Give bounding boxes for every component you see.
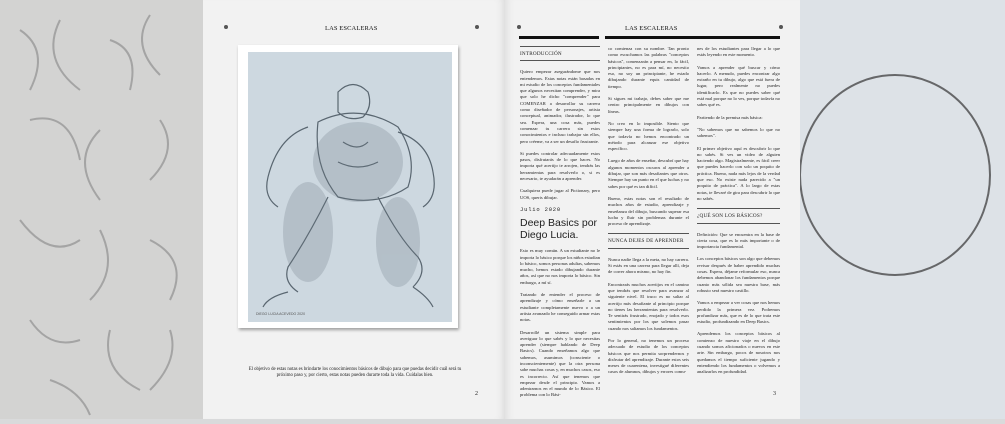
illustration-frame (238, 45, 458, 328)
left-background-texture (0, 0, 205, 419)
bullet-mark (475, 25, 479, 29)
paragraph: Luego de años de enseñar, descubrí que hay algunos momentos oscuros al aprender a dibujar, que son más desafiantes que otros. Siempre hay un punto en el que luchas y no sabes por qué es tan difícil. (608, 158, 689, 189)
paragraph: Por lo general, no tenemos un proceso adecuado de estudio de los conceptos básicos que nos permita sorprendernos y disfrutar del aprendizaje. Durante estos seis meses de cuarentena, investigué diferentes casos de alumnos, dibujos y errores comu- (608, 337, 689, 375)
brush-strokes-decoration (0, 0, 205, 419)
paragraph: Vamos a aprender qué buscar y cómo hacerlo. A menudo, puedes encontrar algo extraño en tu dibujo, algo que está fuera de lugar, pero realmente no puedes identificarlo. Es que no puedes saber qué está mal porque no lo ves, porque todavía no sabes qué es. (697, 64, 780, 108)
section-heading: ¿QUÉ SON LOS BÁSICOS? (697, 208, 780, 223)
paragraph: Desarrollé un sistema simple para averiguar lo que sabés y lo que necesitas aprender (siempre hablando de Deep Basics). Cuando enseñamos algo que sabemos, asumimos (consciente o inconscientemente) que la otra persona sabe muchas cosas y, en muchos casos, eso es incorrecto. Así que tenemos que empezar desde el principio. Vamos a adentrarnos en el mundo de lo Básico. El problema con lo Bási- (520, 329, 600, 398)
right-background-texture (800, 0, 1005, 419)
paragraph: co comienza con su nombre. Tan pronto como escuchamos las palabras "conceptos básicos", comenzarán a pensar en, lo fácil, principiantes, no es para mí, no necesito eso, no soy un principiante, he estado dibujando durante equis cantidad de tiempo. (608, 46, 689, 89)
paragraph: Nunca nadie llega a la meta, no hay carrera. Si estás en una carrera para llegar allí, deja de correr ahora mismo, no hay fin. (608, 256, 689, 275)
paragraph: Si sigues mi trabajo, debes saber que me centro principalmente en dibujos con líneas. (608, 96, 689, 114)
image-caption: El objetivo de estas notas es brindarte los conocimientos básicos de dibujo para que puedas decidir cuál será tu próximo paso y, por cierto, estas notas pueden durarte toda la vida. Cuídalas bien. (248, 367, 462, 378)
circle-sketch-decoration (800, 0, 1005, 419)
bullet-mark (224, 25, 228, 29)
paragraph: Partiendo de la premisa más básica: (697, 114, 763, 120)
column-1 (520, 42, 600, 405)
paragraph: Tratando de entender el proceso de aprendizaje y cómo enseñarle a un estudiante completamente nuevo o a un artista avanzado he conseguido armar estas notas. (520, 292, 600, 323)
bullet-mark (517, 25, 521, 29)
paragraph: Si puedes controlar adecuadamente estos pasos, disfrutarás de lo que haces. No importa qué acertijo te arrojen, tendrás las herramientas para resolverlo o, si es necesario, te ayudarán a aprender. (520, 150, 600, 182)
rule (519, 36, 599, 39)
paragraph: "No sabemos que no sabemos lo que no sabemos". (697, 126, 780, 139)
paragraph: Bueno, estas notas son el resultado de muchos años de estudio, aprendizaje y enseñanza del dibujo, buscando superar esa lucha y fluir sin problemas durante el proceso de aprendizaje. (608, 195, 689, 227)
paragraph: nes de los estudiantes para llegar a lo que estás leyendo en este momento. (697, 46, 780, 58)
paragraph: Vamos a empezar a ver cosas que nos hemos perdido la primera vez. Podremos profundizar más, que es de lo que trata este estudio, profundizando en Deep Basics. (697, 300, 780, 325)
paragraph: Cualquiera puede jugar al Pictionary, pero UOS, queris dibujar. (520, 188, 600, 200)
bullet-mark (779, 25, 783, 29)
date: Julio 2020 (520, 205, 562, 213)
column-3 (697, 46, 780, 381)
sketch-illustration (248, 52, 452, 322)
article-title: Deep Basics por Diego Lucia. (520, 217, 598, 242)
paragraph: Definición: Que se encuentra en la base de cierta cosa, que es lo más importante o de importancia fundamental. (697, 231, 780, 250)
column-2 (608, 46, 689, 382)
warrior-sketch-image (248, 52, 452, 322)
page-number-left: 2 (475, 391, 478, 397)
paragraph: Los conceptos básicos son algo que debemos revisar después de haber aprendido muchas cosas. Espera, déjame reformular eso, nunca debemos abandonar los fundamentos porque cuanto más sólida sea nuestra base, más robusto será nuestro castillo. (697, 256, 780, 293)
rule (605, 36, 780, 39)
paragraph: Quiero empezar asegurándome que nos entendemos. Estas notas están basadas en mi estudio de los conceptos fundamentales que algunos necesitan comprender, y mira que solo he dicho "comprender" para COMENZAR a desarrollar su carrera como diseñador de personajes, artista conceptual, animador, ilustrador, lo que sea. Espera, una cosa más, puedes comenzar tu carrera sin estos conocimientos e incluso trabajar sin ellos, pero créeme, va a ser un desafío frustrante. (520, 69, 600, 144)
paragraph: Aprendemos los conceptos básicos al comienzo de nuestro viaje en el dibujo cuando somos aficionados o nuevos en este arte. Sin embargo, pocos de nosotros nos quedamos el tiempo suficiente jugando y entendiendo los fundamentos o volvemos a analizarlos en profundidad. (697, 331, 780, 375)
section-heading: INTRODUCCIÓN (520, 46, 600, 61)
artist-signature: DIEGO LUCIA ACEVEDO 2020 (256, 312, 306, 316)
paragraph: Esto es muy común. A un estudiante no le importa lo básico porque los niños estudian lo básico, somos personas adultas, sabemos mucho, hemos estado dibujando durante años, así que no nos importa lo básico. Sin embargo, a mí sí. (520, 248, 600, 285)
paragraph: No creo en lo imposible. Siento que siempre hay una forma de lograrlo, solo que todavía no hemos encontrado un método para alcanzar ese objetivo específico. (608, 120, 689, 152)
paragraph: El primer objetivo aquí es descubrir lo que no sabés. Si ves un video de alguien haciendo algo. Magistralmente, es fácil creer que puedes hacerlo con solo un poquito de práctica. Bueno, nada más lejos de la verdad que eso. No existe nada parecido a "un poquito de práctica". A lo largo de estas notas, te llevaré de gira para descubrir lo que no sabés. (697, 145, 780, 201)
paragraph: Encontrarás muchos acertijos en el camino que tendrás que resolver para avanzar al siguiente nivel. El truco es no saltar al acertijo más desafiante al principio porque no tienes las herramientas para resolverlo. Te sentirás frustrado, enojado y todos esos sentimientos por los que solemos pasar cuando nos saltamos los fundamentos. (608, 281, 689, 331)
running-header-left: LAS ESCALERAS (325, 25, 378, 32)
page-number-right: 3 (773, 391, 776, 397)
section-heading: NUNCA DEJES DE APRENDER (608, 233, 689, 248)
running-header-right: LAS ESCALERAS (625, 25, 678, 32)
